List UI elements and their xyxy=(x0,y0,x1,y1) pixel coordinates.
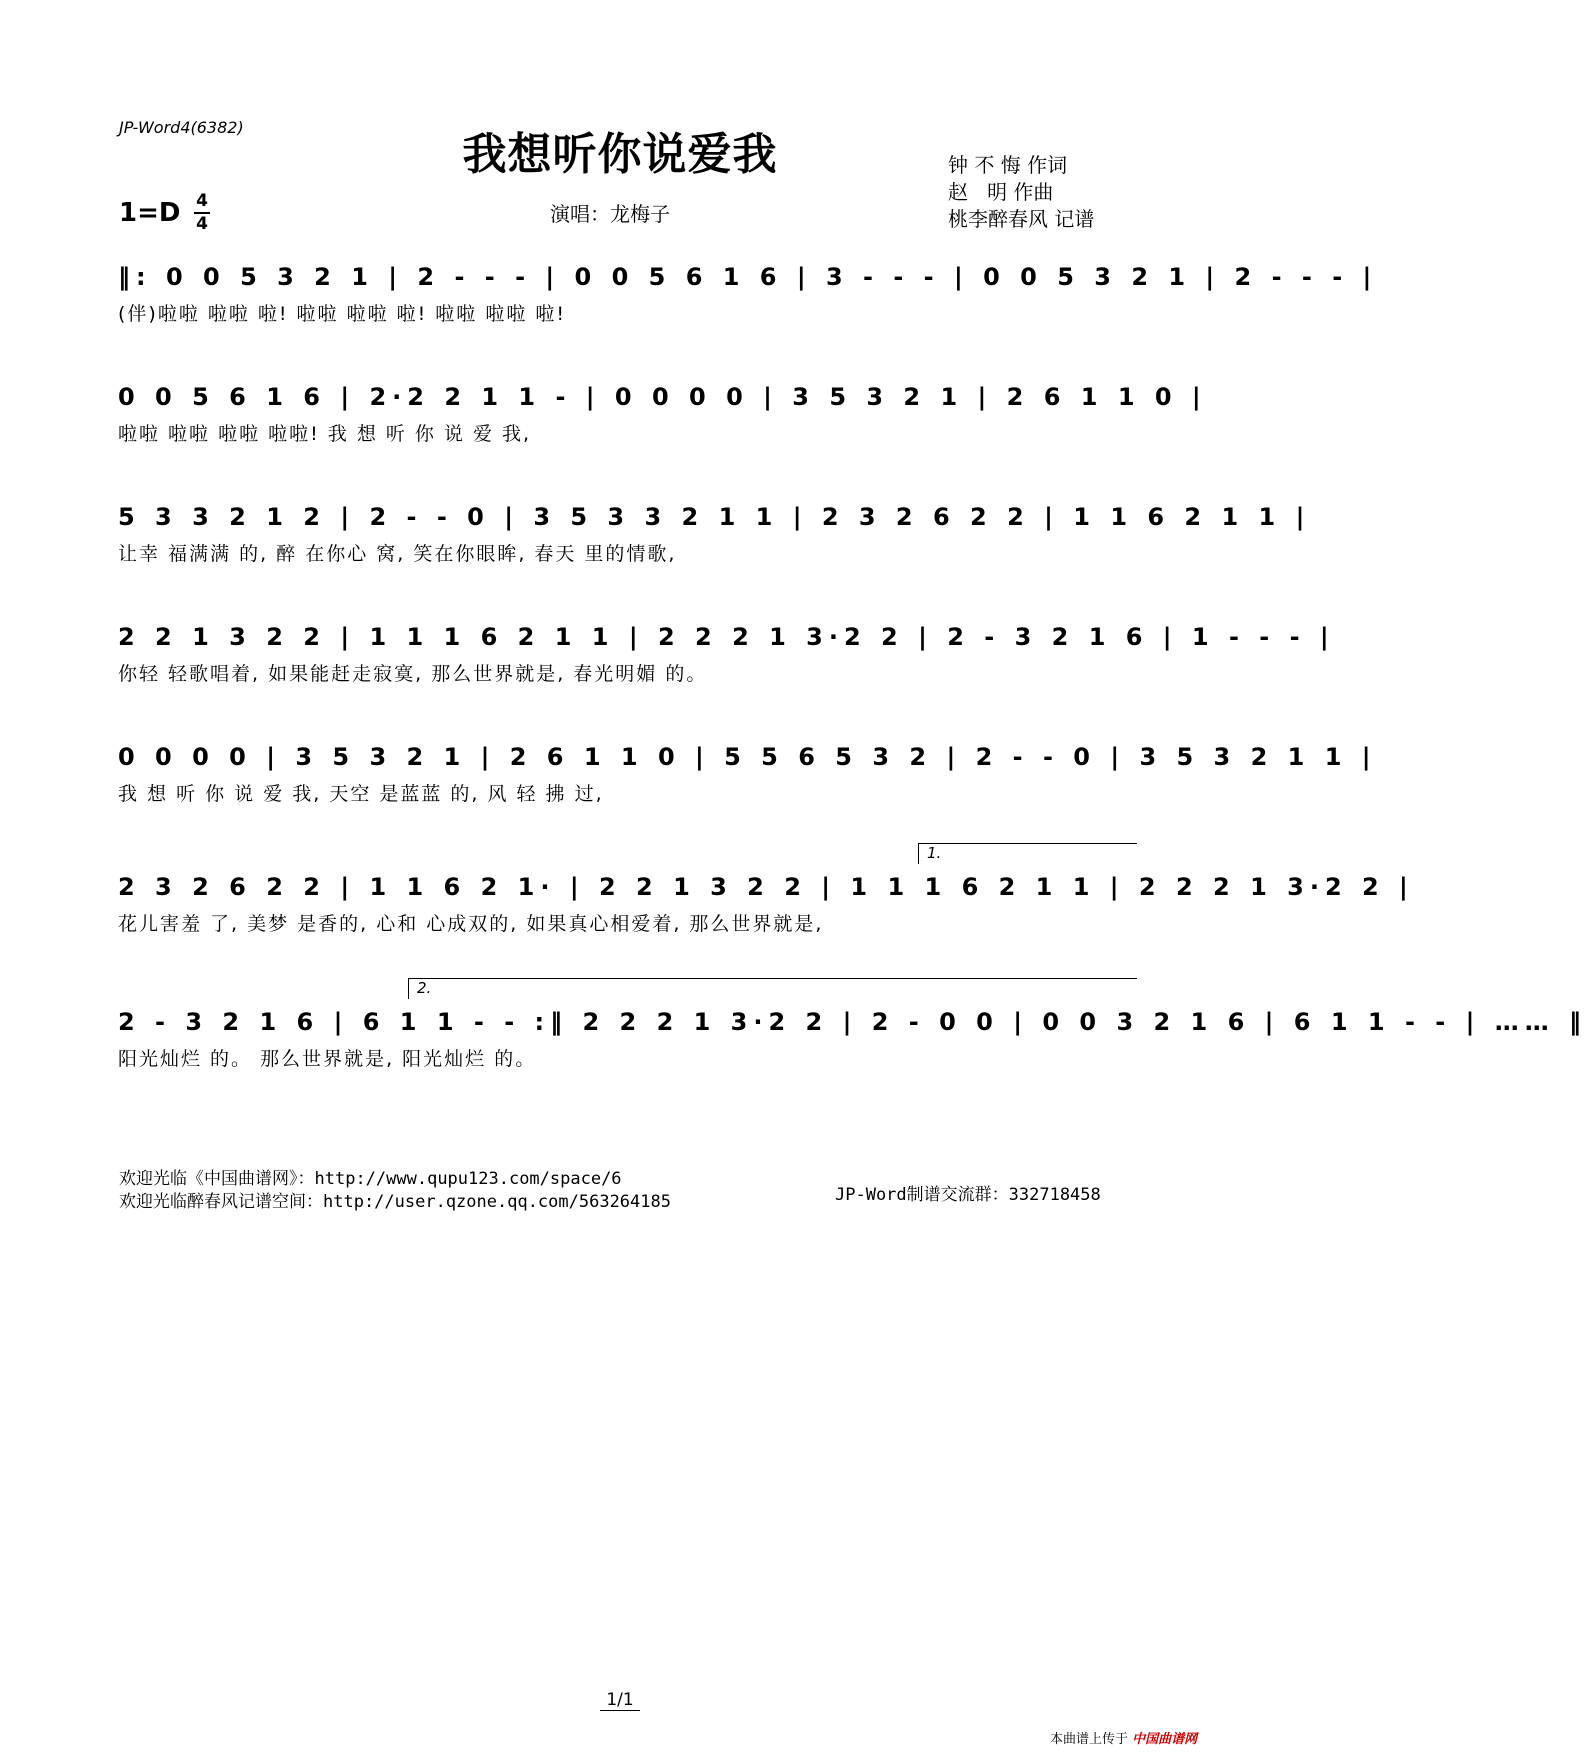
volta-1: 1. xyxy=(918,843,1137,864)
software-label: JP-Word4(6382) xyxy=(119,118,244,137)
staff-lyrics: 花儿害羞 了, 美梦 是香的, 心和 心成双的, 如果真心相爱着, 那么世界就是, xyxy=(118,913,824,935)
staff-notes: 0 0 5 6 1 6 | 2·2 2 1 1 - | 0 0 0 0 | 3 5 3 2 1 | 2 6 1 1 0 | xyxy=(118,383,1207,411)
lyricist: 钟 不 悔 作词 xyxy=(948,153,1068,177)
page-number-text: 1/1 xyxy=(600,1690,639,1711)
singer: 演唱：龙梅子 xyxy=(550,202,670,226)
time-signature xyxy=(192,192,212,234)
staff-lyrics: 你轻 轻歌唱着, 如果能赶走寂寞, 那么世界就是, 春光明媚 的。 xyxy=(118,663,708,685)
staff-7 xyxy=(118,979,1587,1110)
staff-2 xyxy=(118,375,1207,485)
footer-link-1: 欢迎光临《中国曲谱网》：http://www.qupu123.com/space/6 xyxy=(119,1169,622,1189)
staff-3 xyxy=(118,495,1311,605)
transcriber: 桃李醉春风 记谱 xyxy=(948,207,1095,231)
staff-4 xyxy=(118,615,1335,725)
staff-notes: ‖: 0 0 5 3 2 1 | 2 - - - | 0 0 5 6 1 6 | 3 - - - | 0 0 5 3 2 1 | 2 - - - | xyxy=(118,263,1378,291)
composer: 赵 明 作曲 xyxy=(948,180,1054,204)
qq-group: JP-Word制谱交流群：332718458 xyxy=(835,1185,1101,1205)
time-top: 4 xyxy=(196,191,208,211)
staff-notes: 2 - 3 2 1 6 | 6 1 1 - - :‖ 2 2 2 1 3·2 2 | 2 - 0 0 | 0 0 3 2 1 6 | 6 1 1 - - | …… ‖ xyxy=(118,1008,1587,1036)
upload-note xyxy=(1050,1728,1197,1747)
volta-2: 2. xyxy=(408,978,1137,999)
staff-notes: 5 3 3 2 1 2 | 2 - - 0 | 3 5 3 3 2 1 1 | 2 3 2 6 2 2 | 1 1 6 2 1 1 | xyxy=(118,503,1311,531)
staff-lyrics: 啦啦 啦啦 啦啦 啦啦! 我 想 听 你 说 爱 我, xyxy=(118,423,532,445)
key-signature: 1=D xyxy=(119,198,181,228)
staff-5 xyxy=(118,735,1377,845)
upload-text: 本曲谱上传于 xyxy=(1050,1732,1129,1747)
page-number xyxy=(0,1690,1240,1710)
song-title: 我想听你说爱我 xyxy=(462,129,778,180)
staff-lyrics: 阳光灿烂 的。 那么世界就是, 阳光灿烂 的。 xyxy=(118,1048,537,1070)
staff-lyrics: 让幸 福满满 的, 醉 在你心 窝, 笑在你眼眸, 春天 里的情歌, xyxy=(118,543,677,565)
staff-notes: 2 3 2 6 2 2 | 1 1 6 2 1· | 2 2 1 3 2 2 | 1 1 1 6 2 1 1 | 2 2 2 1 3·2 2 | xyxy=(118,873,1414,901)
footer-link-2: 欢迎光临醉春风记谱空间：http://user.qzone.qq.com/563264185 xyxy=(119,1192,671,1212)
staff-lyrics: 我 想 听 你 说 爱 我, 天空 是蓝蓝 的, 风 轻 拂 过, xyxy=(118,783,604,805)
time-bottom: 4 xyxy=(196,214,208,234)
site-logo: 中国曲谱网 xyxy=(1132,1732,1198,1747)
footer-links xyxy=(119,1168,671,1214)
staff-6 xyxy=(118,844,1414,975)
staff-1 xyxy=(118,255,1378,365)
credits xyxy=(948,152,1094,233)
staff-notes: 2 2 1 3 2 2 | 1 1 1 6 2 1 1 | 2 2 2 1 3·2 2 | 2 - 3 2 1 6 | 1 - - - | xyxy=(118,623,1335,651)
staff-lyrics: (伴)啦啦 啦啦 啦! 啦啦 啦啦 啦! 啦啦 啦啦 啦! xyxy=(118,303,566,325)
staff-notes: 0 0 0 0 | 3 5 3 2 1 | 2 6 1 1 0 | 5 5 6 5 3 2 | 2 - - 0 | 3 5 3 2 1 1 | xyxy=(118,743,1377,771)
